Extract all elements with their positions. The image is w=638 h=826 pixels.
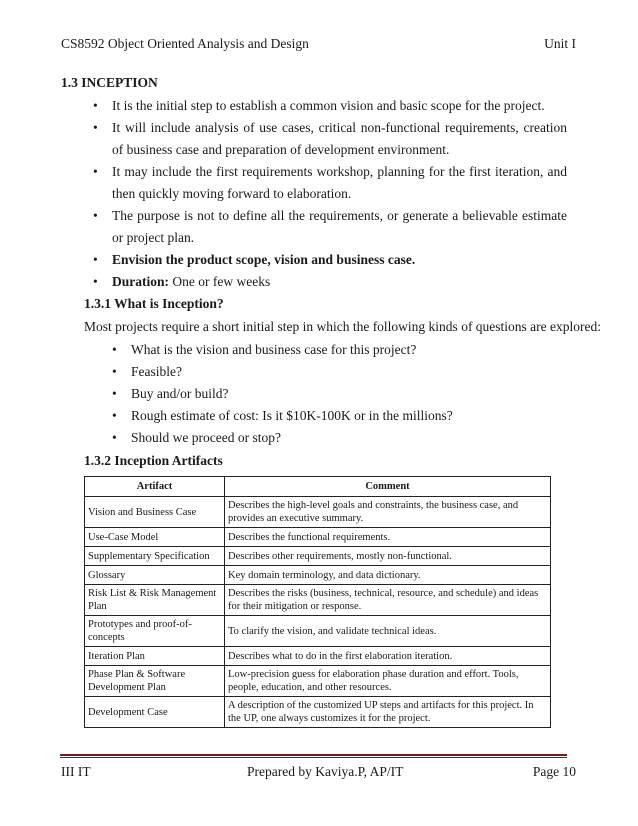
footer-author: Prepared by Kaviya.P, AP/IT <box>247 764 404 779</box>
list-item <box>93 271 567 293</box>
comment-cell: Key domain terminology, and data dictionary. <box>225 566 551 585</box>
subsection-title: 1.3.1 What is Inception? <box>84 296 224 311</box>
artifact-cell: Prototypes and proof-of-concepts <box>85 616 225 647</box>
bullet-icon: • <box>93 164 98 179</box>
artifact-cell: Development Case <box>85 697 225 728</box>
table-row <box>85 647 551 666</box>
table-header-row <box>85 477 551 497</box>
list-item <box>93 117 567 161</box>
table-row <box>85 497 551 528</box>
footer-rule <box>60 754 567 756</box>
list-item <box>93 249 567 271</box>
comment-cell: A description of the customized UP steps and artifacts for this project. In the UP, one always customizes it for the project. <box>225 697 551 728</box>
comment-cell: Describes the high-level goals and constraints, the business case, and provides an executive summary. <box>225 497 551 528</box>
list-item <box>93 95 567 117</box>
table-row <box>85 566 551 585</box>
list-item-text: Should we proceed or stop? <box>131 430 281 445</box>
envision-text: Envision the product scope, vision and business case. <box>112 252 416 267</box>
list-item <box>112 405 561 427</box>
artifact-cell: Vision and Business Case <box>85 497 225 528</box>
bullet-icon: • <box>112 364 117 379</box>
bullet-icon: • <box>112 408 117 423</box>
list-item-text: It may include the first requirements workshop, planning for the first iteration, and then quickly moving forward to elaboration. <box>112 164 567 201</box>
duration-value: One or few weeks <box>169 274 271 289</box>
artifact-cell: Glossary <box>85 566 225 585</box>
list-item <box>112 339 561 361</box>
list-item-text: It is the initial step to establish a common vision and basic scope for the project. <box>112 98 545 113</box>
subsection-title: 1.3.2 Inception Artifacts <box>84 453 223 468</box>
footer-rule-thin <box>60 757 567 758</box>
table-row <box>85 666 551 697</box>
bullet-icon: • <box>93 252 98 267</box>
table-row <box>85 697 551 728</box>
artifact-cell: Iteration Plan <box>85 647 225 666</box>
list-item <box>112 383 561 405</box>
column-header-artifact: Artifact <box>85 477 225 497</box>
bullet-icon: • <box>112 342 117 357</box>
list-item-text: Buy and/or build? <box>131 386 229 401</box>
bullet-icon: • <box>93 98 98 113</box>
list-item-text: Rough estimate of cost: Is it $10K-100K or in the millions? <box>131 408 453 423</box>
column-header-comment: Comment <box>225 477 551 497</box>
comment-cell: Describes other requirements, mostly non-functional. <box>225 547 551 566</box>
bullet-icon: • <box>93 120 98 135</box>
artifacts-table <box>84 476 551 728</box>
artifact-cell: Use-Case Model <box>85 528 225 547</box>
table-row <box>85 528 551 547</box>
intro-paragraph: Most projects require a short initial step in which the following kinds of questions are explored: <box>84 319 602 334</box>
comment-cell: To clarify the vision, and validate technical ideas. <box>225 616 551 647</box>
list-item <box>112 361 561 383</box>
comment-cell: Describes the risks (business, technical, resource, and schedule) and ideas for their mitigation or response. <box>225 585 551 616</box>
duration-label: Duration: <box>112 274 169 289</box>
table-row <box>85 547 551 566</box>
bullet-icon: • <box>112 430 117 445</box>
list-item <box>93 205 567 249</box>
list-item-text: Feasible? <box>131 364 182 379</box>
list-item-text: What is the vision and business case for this project? <box>131 342 417 357</box>
list-item <box>93 161 567 205</box>
bullet-icon: • <box>93 208 98 223</box>
table-row <box>85 616 551 647</box>
comment-cell: Describes the functional requirements. <box>225 528 551 547</box>
header-course-title: CS8592 Object Oriented Analysis and Design <box>61 36 309 51</box>
footer-page-number: Page 10 <box>532 764 576 779</box>
artifact-cell: Phase Plan & Software Development Plan <box>85 666 225 697</box>
artifact-cell: Risk List & Risk Management Plan <box>85 585 225 616</box>
list-item-text: The purpose is not to define all the requirements, or generate a believable estimate or project plan. <box>112 208 567 245</box>
list-item-text: It will include analysis of use cases, critical non-functional requirements, creation of business case and preparation of development environment. <box>112 120 567 157</box>
footer-class: III IT <box>61 764 91 779</box>
table-row <box>85 585 551 616</box>
header-unit: Unit I <box>544 36 576 51</box>
comment-cell: Describes what to do in the first elaboration iteration. <box>225 647 551 666</box>
comment-cell: Low-precision guess for elaboration phase duration and effort. Tools, people, education, and other resources. <box>225 666 551 697</box>
bullet-icon: • <box>112 386 117 401</box>
list-item <box>112 427 561 449</box>
bullet-icon: • <box>93 274 98 289</box>
section-title: 1.3 INCEPTION <box>61 75 158 90</box>
artifact-cell: Supplementary Specification <box>85 547 225 566</box>
